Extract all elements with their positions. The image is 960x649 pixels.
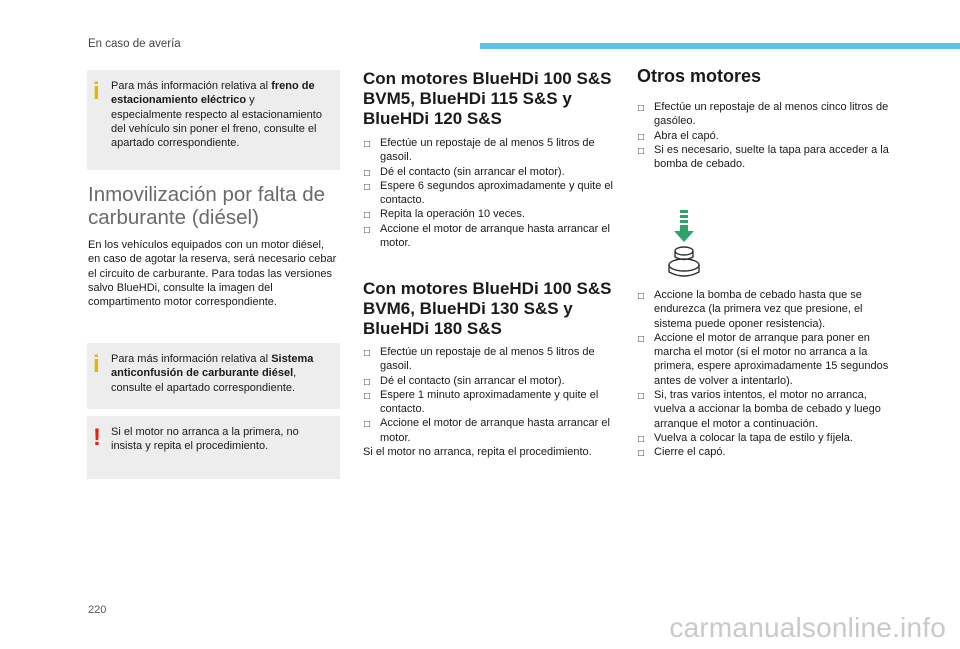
info-note-text: Para más información relativa al Sistema anticonfusión de carburante diésel, consulte el apartado correspondiente.	[111, 353, 314, 394]
checkbox-icon: □	[364, 224, 371, 236]
info-note-antimisfuel	[87, 343, 340, 409]
step-item: □ Accione el motor de arranque hasta arrancar el motor.	[364, 417, 610, 444]
checkbox-icon: □	[364, 376, 371, 388]
checkbox-icon: □	[364, 139, 371, 150]
checkbox-icon: □	[364, 167, 371, 179]
step-item: □ Dé el contacto (sin arrancar el motor).	[363, 165, 618, 179]
section-intro: En los vehículos equipados con un motor diésel, en caso de agotar la reserva, será necesario cebar el circuito de carburante. Para todas las versiones salvo BlueHDi, consulte la imagen del compartimento motor correspondiente.	[88, 239, 337, 309]
heading-bvm5: Con motores BlueHDi 100 S&S BVM5, BlueHDi 115 S&S y BlueHDi 120 S&S	[363, 69, 612, 128]
info-icon: i	[93, 351, 100, 378]
priming-pump-icon	[664, 210, 704, 280]
checkbox-icon: □	[364, 419, 371, 431]
step-item: □ Vuelva a colocar la tapa de estilo y fíjela.	[637, 431, 892, 445]
info-note-parking-brake	[87, 70, 340, 170]
step-item: □ Espere 1 minuto aproximadamente y quite el contacto.	[364, 388, 599, 416]
warning-note-retry	[87, 416, 340, 479]
step-item: □ Efectúe un repostaje de al menos 5 litros de gasoil.	[364, 346, 595, 373]
step-item: □ Espere 6 segundos aproximadamente y quite el contacto.	[364, 179, 613, 207]
info-note-text: Para más información relativa al freno de estacionamiento eléctrico y especialmente respecto al estacionamiento del vehículo sin poner el freno, consulte el apartado correspondiente.	[111, 80, 322, 150]
step-item: □ Accione el motor de arranque hasta arrancar el motor.	[364, 222, 610, 250]
step-item: □ Si es necesario, suelte la tapa para acceder a la bomba de cebado.	[638, 143, 889, 171]
section-title: Inmovilización por falta de carburante (diésel)	[88, 183, 326, 229]
header-accent-bar	[480, 43, 960, 49]
heading-bvm6: Con motores BlueHDi 100 S&S BVM6, BlueHDi 130 S&S y BlueHDi 180 S&S	[363, 279, 612, 338]
running-header: En caso de avería	[88, 38, 181, 50]
checkbox-icon: □	[364, 210, 371, 222]
info-note-emphasis: Sistema anticonfusión de carburante diésel	[111, 353, 314, 380]
step-item: □ Repita la operación 10 veces.	[363, 207, 618, 221]
step-item: □ Si, tras varios intentos, el motor no arranca, vuelva a accionar la bomba de cebado y luego arranque el motor a continuación.	[638, 389, 881, 430]
checkbox-icon: □	[638, 448, 645, 460]
checkbox-icon: □	[638, 131, 645, 143]
step-item: □ Accione el motor de arranque para poner en marcha el motor (si el motor no arranca a la primera, espere aproximadamente 15 segundos antes de volver a intentarlo).	[638, 331, 889, 387]
warning-icon: !	[93, 424, 101, 451]
step-item: □ Abra el capó.	[637, 129, 892, 143]
page-number: 220	[88, 604, 107, 616]
warning-note-text: Si el motor no arranca a la primera, no insista y repita el procedimiento.	[111, 426, 299, 453]
watermark: carmanualsonline.info	[669, 612, 946, 643]
step-item: □ Cierre el capó.	[637, 445, 892, 459]
steps-list-other-before	[637, 100, 892, 171]
checkbox-icon: □	[364, 390, 371, 402]
step-item: □ Accione la bomba de cebado hasta que se endurezca (la primera vez que presione, el sistema puede oponer resistencia).	[638, 289, 863, 330]
steps-list-other-after	[637, 288, 892, 460]
checkbox-icon: □	[364, 181, 371, 193]
checkbox-icon: □	[638, 333, 645, 345]
checkbox-icon: □	[364, 348, 371, 359]
info-icon: i	[93, 78, 100, 105]
info-note-emphasis: freno de estacionamiento eléctrico	[111, 80, 315, 107]
step-item: □ Efectúe un repostaje de al menos cinco litros de gasóleo.	[638, 101, 889, 128]
step-item: □ Dé el contacto (sin arrancar el motor).	[363, 374, 618, 388]
checkbox-icon: □	[638, 103, 645, 114]
checkbox-icon: □	[638, 145, 645, 157]
checkbox-icon: □	[638, 391, 645, 403]
step-item: □ Efectúe un repostaje de al menos 5 litros de gasoil.	[364, 137, 595, 164]
steps-list-bvm5	[363, 136, 618, 250]
heading-other-engines: Otros motores	[637, 66, 762, 86]
checkbox-icon: □	[638, 433, 645, 445]
retry-note-bvm6: Si el motor no arranca, repita el procedimiento.	[363, 446, 592, 458]
steps-list-bvm6	[363, 345, 618, 445]
checkbox-icon: □	[638, 291, 645, 302]
